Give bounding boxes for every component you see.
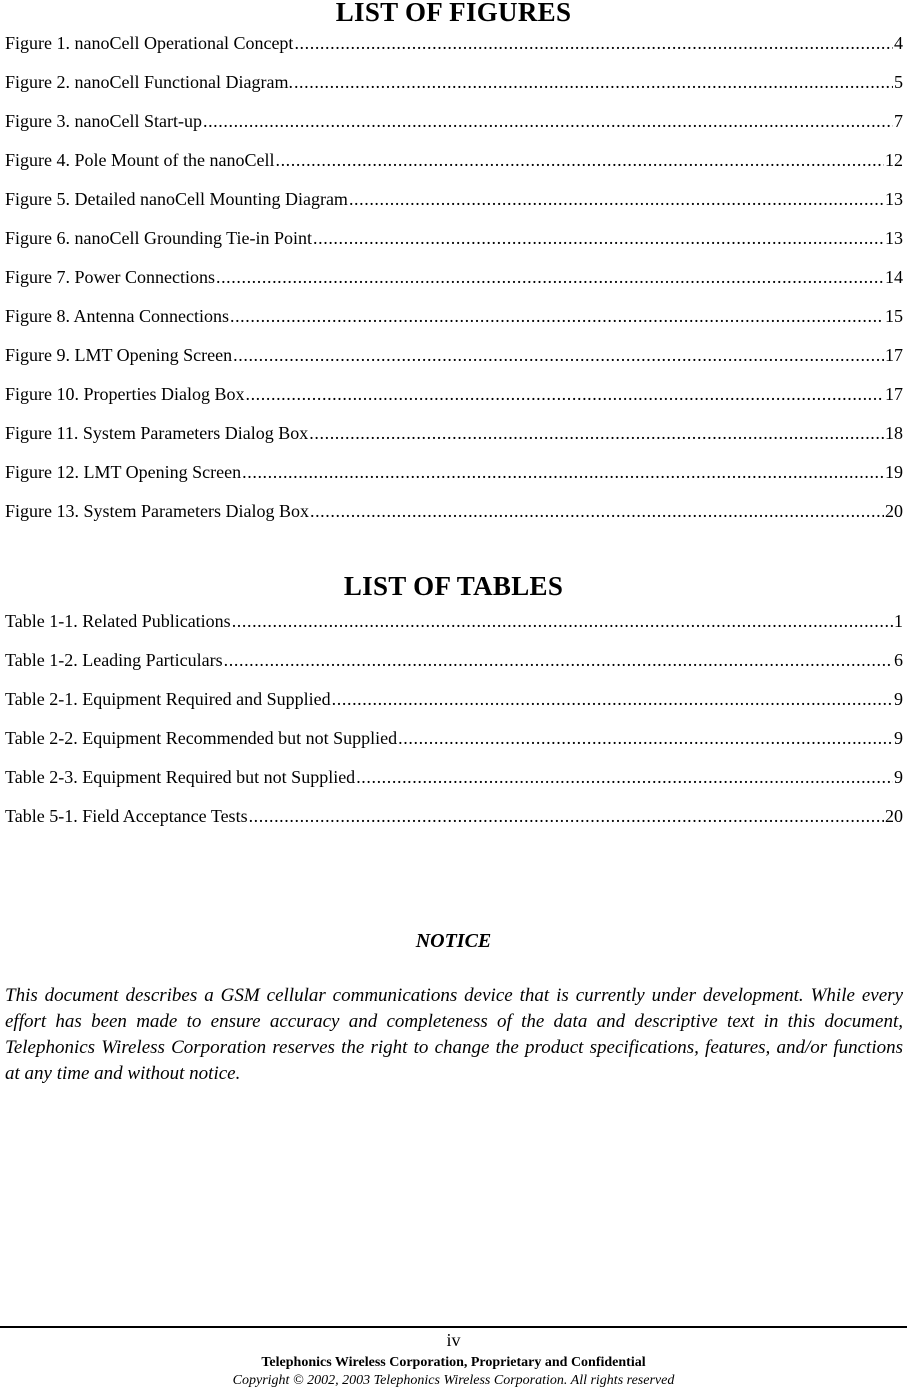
figure-entry[interactable] [5,306,903,345]
figure-entry[interactable] [5,462,903,501]
entry-page: 17 [885,384,903,404]
entry-label: Table 5-1. Field Acceptance Tests [5,806,248,826]
dot-leader [310,501,884,522]
entry-label: Figure 10. Properties Dialog Box [5,384,245,404]
entry-page: 9 [894,728,903,748]
entry-label: Figure 13. System Parameters Dialog Box [5,501,309,521]
figure-entry[interactable] [5,267,903,306]
figure-entry[interactable] [5,189,903,228]
entry-page: 1 [894,611,903,631]
figure-entry[interactable] [5,423,903,462]
dot-leader [245,384,884,405]
dot-leader [216,267,884,288]
entry-page: 5 [894,72,903,92]
table-entry[interactable] [5,806,903,845]
entry-page: 13 [885,189,903,209]
entry-page: 9 [894,767,903,787]
dot-leader [249,806,884,827]
entry-page: 20 [885,501,903,521]
entry-label: Figure 2. nanoCell Functional Diagram. [5,72,293,92]
table-entry[interactable] [5,611,903,650]
entry-page: 19 [885,462,903,482]
page-number: iv [446,1330,461,1350]
table-entry[interactable] [5,650,903,689]
footer-divider [0,1326,907,1328]
entry-label: Figure 9. LMT Opening Screen [5,345,233,365]
entry-label: Figure 5. Detailed nanoCell Mounting Diagram [5,189,348,209]
entry-page: 14 [885,267,903,287]
entry-label: Figure 7. Power Connections [5,267,215,287]
entry-label: Table 1-1. Related Publications [5,611,231,631]
dot-leader [313,228,884,249]
figure-entry[interactable] [5,501,903,540]
entry-page: 12 [885,150,903,170]
figure-entry[interactable] [5,345,903,384]
dot-leader [294,33,893,54]
list-of-tables [5,611,903,845]
dot-leader [230,306,884,327]
dot-leader [224,650,893,671]
figure-entry[interactable] [5,72,903,111]
entry-page: 7 [894,111,903,131]
figure-entry[interactable] [5,111,903,150]
entry-page: 13 [885,228,903,248]
entry-label: Table 2-1. Equipment Required and Supplied [5,689,331,709]
notice-title: NOTICE [415,930,492,952]
entry-label: Figure 6. nanoCell Grounding Tie-in Point [5,228,313,248]
table-entry[interactable] [5,767,903,806]
dot-leader [349,189,884,210]
figure-entry[interactable] [5,228,903,267]
dot-leader [294,72,893,93]
entry-label: Table 2-3. Equipment Required but not Supplied [5,767,356,787]
notice-text: This document describes a GSM cellular communications device that is currently under development. While every effort has been made to ensure accuracy and completeness of the data and descriptive text in this document, Telephonics Wireless Corporation reserves the right to change the product specifications, features, and/or functions at any time and without notice. [5,985,903,1084]
entry-label: Figure 3. nanoCell Start-up [5,111,202,131]
dot-leader [309,423,884,444]
dot-leader [233,345,884,366]
figure-entry[interactable] [5,33,903,72]
list-of-tables-heading: LIST OF TABLES [343,571,564,601]
dot-leader [332,689,893,710]
table-entry[interactable] [5,728,903,767]
entry-label: Figure 1. nanoCell Operational Concept [5,33,294,53]
list-of-figures-heading: LIST OF FIGURES [335,0,572,27]
entry-page: 18 [885,423,903,443]
entry-label: Figure 4. Pole Mount of the nanoCell [5,150,275,170]
entry-label: Table 1-2. Leading Particulars [5,650,223,670]
dot-leader [242,462,884,483]
entry-page: 6 [894,650,903,670]
dot-leader [275,150,884,171]
dot-leader [398,728,893,749]
figure-entry[interactable] [5,150,903,189]
footer-company-line: Telephonics Wireless Corporation, Proprietary and Confidential [261,1355,646,1370]
table-entry[interactable] [5,689,903,728]
dot-leader [232,611,893,632]
dot-leader [356,767,893,788]
entry-label: Figure 8. Antenna Connections [5,306,229,326]
footer-copyright-line: Copyright © 2002, 2003 Telephonics Wireless Corporation. All rights reserved [232,1373,675,1388]
entry-page: 4 [894,33,903,53]
entry-page: 9 [894,689,903,709]
entry-label: Figure 12. LMT Opening Screen [5,462,242,482]
dot-leader [203,111,893,132]
entry-page: 17 [885,345,903,365]
entry-page: 15 [885,306,903,326]
entry-label: Figure 11. System Parameters Dialog Box [5,423,309,443]
entry-page: 20 [885,806,903,826]
list-of-figures [5,33,903,540]
entry-label: Table 2-2. Equipment Recommended but not Supplied [5,728,398,748]
figure-entry[interactable] [5,384,903,423]
